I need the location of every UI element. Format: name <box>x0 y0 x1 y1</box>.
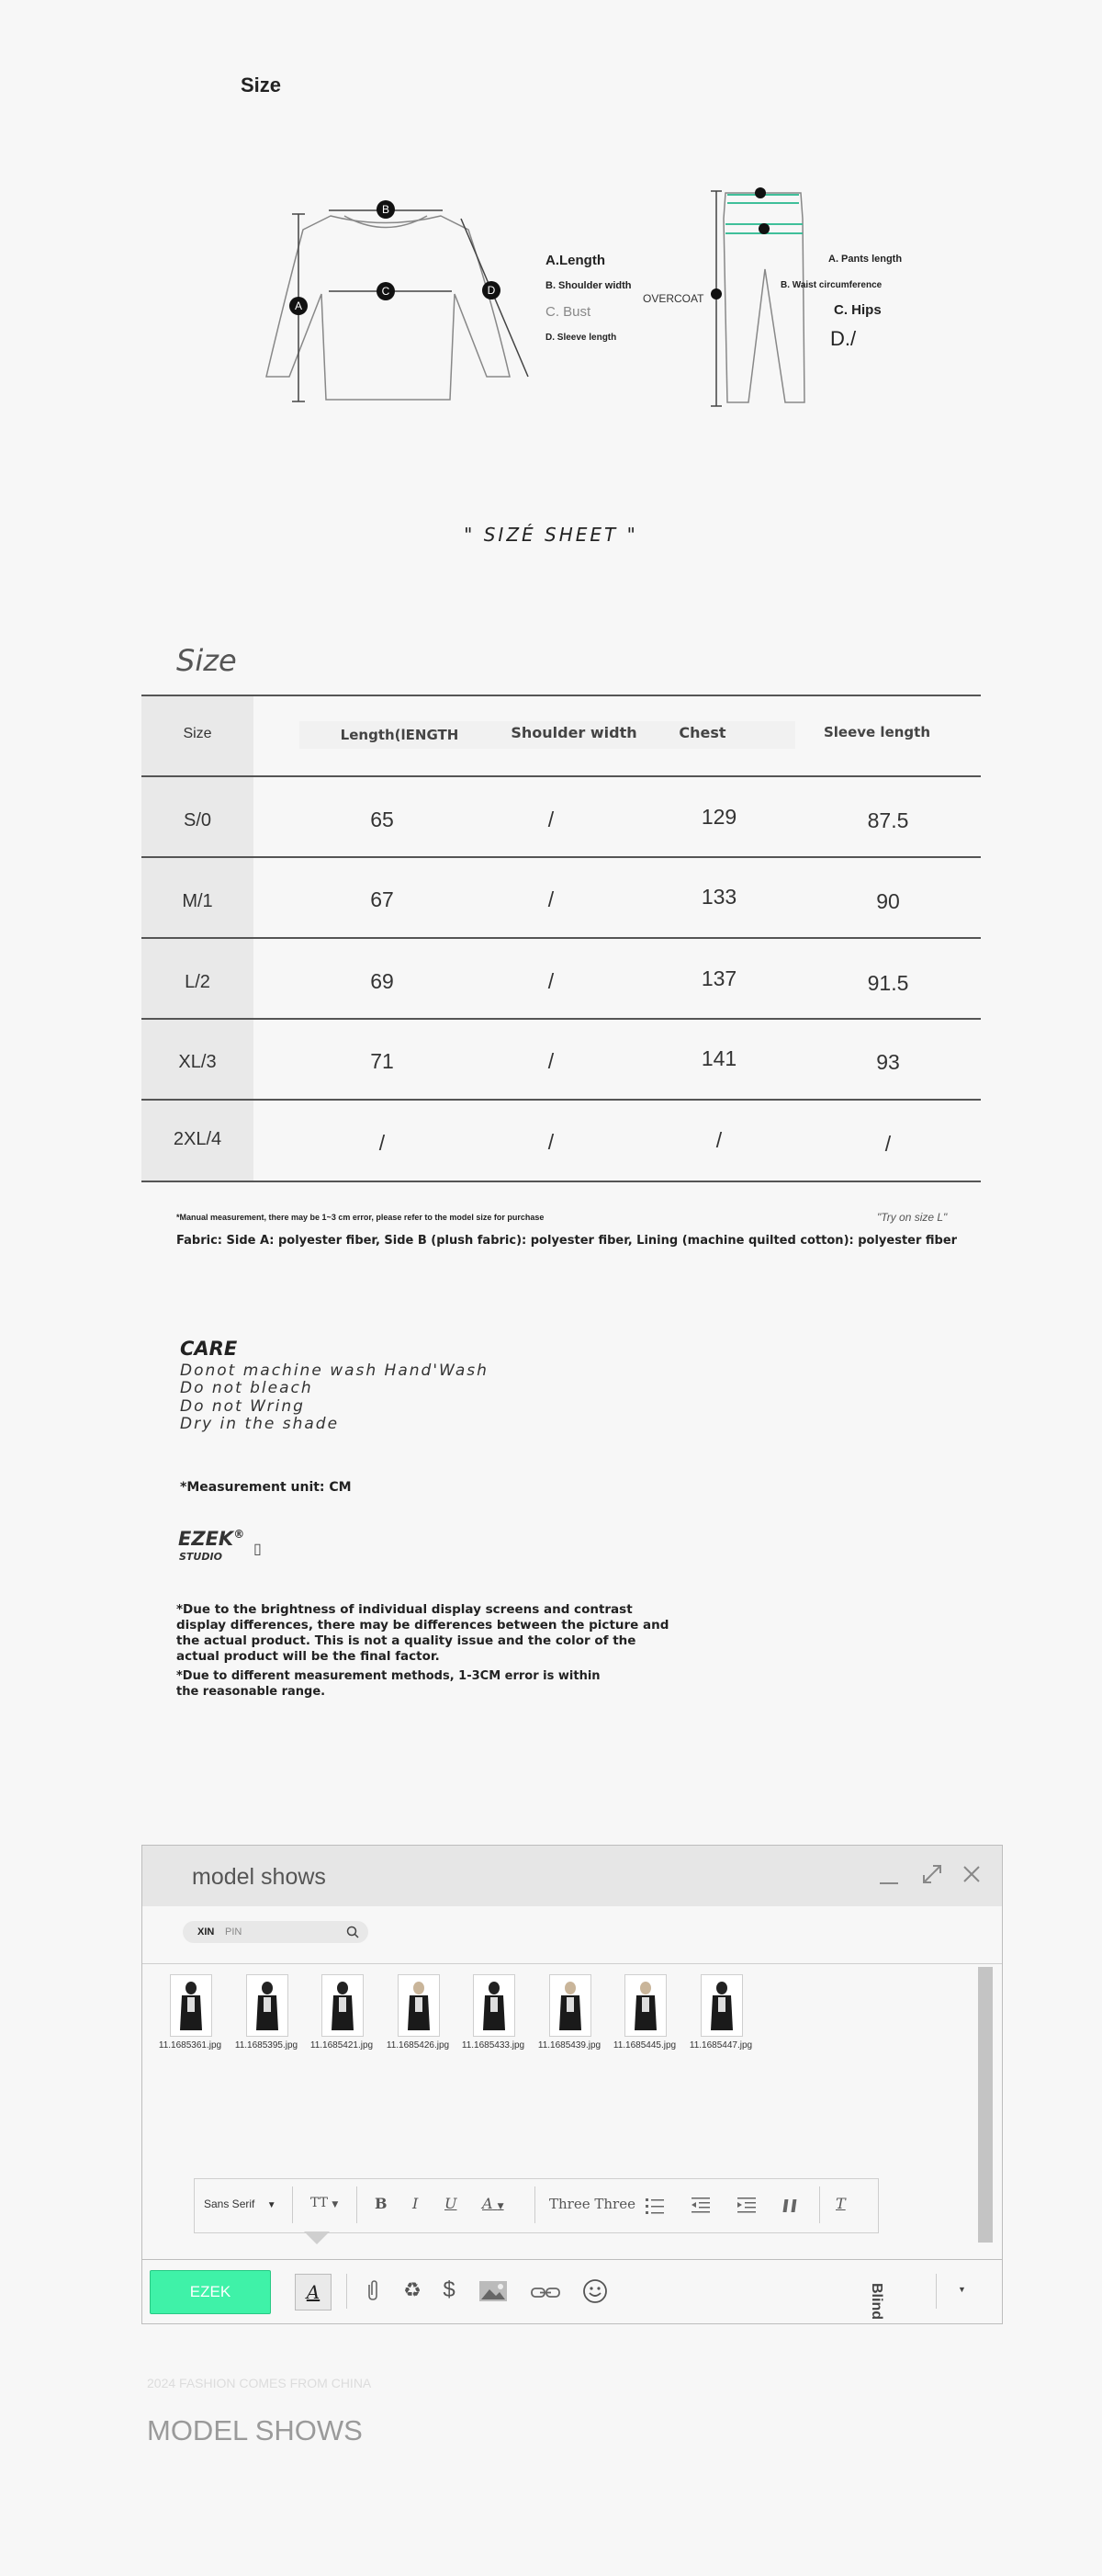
footer-heading: MODEL SHOWS <box>147 2414 363 2446</box>
table-cell-shoulder: / <box>547 969 555 993</box>
header-shoulder: Shoulder width <box>511 724 637 741</box>
font-size-icon: TT <box>310 2196 328 2210</box>
brand-reg: ® <box>233 1528 245 1541</box>
label-a-length: A.Length <box>545 253 605 268</box>
chevron-down-icon: ▼ <box>332 2200 339 2209</box>
format-toolbar <box>194 2178 879 2233</box>
table-cell-sleeve: / <box>884 1132 892 1156</box>
more-dropdown-icon[interactable]: ▼ <box>958 2285 966 2294</box>
care-line: Donot machine wash Hand'Wash <box>180 1361 489 1380</box>
table-row-size: M/1 <box>182 891 213 911</box>
scrollbar[interactable] <box>978 1967 993 2243</box>
table-cell-length: 65 <box>370 808 394 831</box>
header-chest: Chest <box>679 724 726 741</box>
try-on-note: "Try on size L" <box>877 1211 948 1224</box>
care-line: Do not bleach <box>180 1379 313 1397</box>
table-cell-length: / <box>378 1131 386 1155</box>
recycle-icon[interactable]: ♻ <box>403 2278 422 2301</box>
chevron-down-icon: ▼ <box>497 2202 504 2211</box>
indent-icon[interactable] <box>737 2196 757 2216</box>
disclaimer-brightness: *Due to the brightness of individual display screens and contrast display differences, there may be differences between the picture and the actual product. This is not a quality issue and the color of the actual product will be the final factor. <box>176 1602 669 1664</box>
table-cell-sleeve: 90 <box>876 889 900 913</box>
table-cell-length: 69 <box>370 969 394 993</box>
table-cell-chest: 137 <box>701 966 737 990</box>
thumbnail-image[interactable] <box>549 1974 591 2037</box>
separator <box>292 2186 293 2223</box>
divider <box>142 1963 1002 1964</box>
table-row-size: XL/3 <box>178 1052 217 1072</box>
marker-a-icon: A <box>289 297 308 315</box>
table-line <box>141 856 981 858</box>
search-brand: XIN <box>197 1926 215 1938</box>
label-pants-d: D./ <box>830 327 857 350</box>
overcoat-label: OVERCOAT <box>643 292 704 305</box>
table-cell-chest: / <box>715 1128 723 1152</box>
table-cell-chest: 133 <box>701 885 737 909</box>
blind-label[interactable]: Blind <box>869 2283 884 2320</box>
table-cell-length: 67 <box>370 887 394 911</box>
table-cell-shoulder: / <box>547 1130 555 1154</box>
link-icon[interactable] <box>530 2283 561 2301</box>
table-row-size: L/2 <box>185 972 210 992</box>
minimize-icon[interactable] <box>877 1860 901 1888</box>
search-icon[interactable] <box>346 1926 359 1938</box>
label-c-bust: C. Bust <box>545 304 591 320</box>
table-cell-chest: 141 <box>701 1046 737 1070</box>
underline-button[interactable]: U <box>444 2195 457 2212</box>
text-color-button[interactable] <box>482 2195 504 2212</box>
table-cell-sleeve: 87.5 <box>867 808 909 832</box>
brand-glyph-icon: ▯ <box>253 1542 262 1557</box>
size-table-title: Size <box>176 643 237 678</box>
font-size-button[interactable] <box>310 2196 338 2210</box>
marker-b-icon: B <box>377 200 395 219</box>
clear-format-button[interactable]: T <box>836 2195 846 2212</box>
text-format-toggle[interactable]: A <box>295 2274 332 2310</box>
thumbnail-image[interactable] <box>246 1974 288 2037</box>
emoji-icon[interactable] <box>581 2277 609 2305</box>
chevron-down-icon: ▼ <box>266 2200 276 2210</box>
file-name: 11.1685445.jpg <box>613 2040 677 2051</box>
brand-logo <box>178 1528 244 1550</box>
font-select-value: Sans Serif <box>204 2198 255 2210</box>
header-sleeve: Sleeve length <box>823 724 931 740</box>
page-heading-size: Size <box>241 73 282 96</box>
bullet-list-icon[interactable] <box>645 2196 665 2216</box>
size-sheet-title: " SIZÉ SHEET " <box>464 524 638 546</box>
header-length: Length(lENGTH <box>340 727 459 743</box>
file-name: 11.1685361.jpg <box>158 2040 222 2051</box>
thumbnail-image[interactable] <box>624 1974 667 2037</box>
file-name: 11.1685426.jpg <box>386 2040 450 2051</box>
table-cell-chest: 129 <box>701 805 737 829</box>
table-cell-shoulder: / <box>547 808 555 831</box>
fabric-text: Fabric: Side A: polyester fiber, Side B (plush fabric): polyester fiber, Lining (machine quilted cotton): polyester fiber <box>176 1234 958 1248</box>
thumbnail-image[interactable] <box>701 1974 743 2037</box>
font-select[interactable] <box>204 2198 276 2210</box>
maximize-icon[interactable] <box>918 1860 946 1888</box>
care-line: Dry in the shade <box>180 1415 340 1433</box>
window-title: model shows <box>192 1864 326 1890</box>
manual-measurement-note: *Manual measurement, there may be 1~3 cm error, please refer to the model size for purchase <box>176 1213 545 1222</box>
table-row-size: 2XL/4 <box>173 1129 222 1149</box>
marker-d-icon: D <box>482 281 500 299</box>
table-line <box>141 775 981 777</box>
table-cell-length: 71 <box>370 1049 394 1073</box>
search-input[interactable] <box>183 1921 368 1943</box>
thumbnail-grid <box>142 1974 969 2066</box>
brand-sub: STUDIO <box>179 1551 222 1563</box>
table-row-size: S/0 <box>183 810 212 830</box>
table-cell-shoulder: / <box>547 1049 555 1073</box>
label-d-sleeve: D. Sleeve length <box>545 333 617 343</box>
pants-diagram <box>707 182 808 413</box>
table-cell-sleeve: 91.5 <box>867 971 909 995</box>
toolbar-pointer <box>304 2231 330 2244</box>
table-cell-sleeve: 93 <box>876 1050 900 1074</box>
table-line <box>141 1018 981 1020</box>
table-cell-shoulder: / <box>547 887 555 911</box>
file-name: 11.1685433.jpg <box>461 2040 525 2051</box>
dollar-icon[interactable]: $ <box>443 2277 455 2302</box>
file-name: 11.1685439.jpg <box>537 2040 602 2051</box>
label-pants-length: A. Pants length <box>828 254 903 265</box>
label-b-shoulder: B. Shoulder width <box>545 280 632 291</box>
file-name: 11.1685395.jpg <box>234 2040 298 2051</box>
thumbnail-image[interactable] <box>398 1974 440 2037</box>
text-color-icon: A <box>482 2195 493 2212</box>
search-value: PIN <box>225 1926 242 1938</box>
send-button[interactable]: EZEK <box>150 2270 271 2314</box>
attachment-icon[interactable] <box>361 2279 385 2303</box>
thumbnail-image[interactable] <box>321 1974 364 2037</box>
bold-button[interactable]: B <box>375 2195 388 2212</box>
marker-c-icon: C <box>377 282 395 300</box>
outdent-icon[interactable] <box>691 2196 711 2216</box>
quote-icon[interactable] <box>782 2196 803 2216</box>
divider <box>142 2259 1002 2260</box>
thumbnail-image[interactable] <box>473 1974 515 2037</box>
brand-name: EZEK <box>178 1528 234 1550</box>
table-line <box>141 1181 981 1182</box>
label-waist: B. Waist circumference <box>781 280 883 290</box>
separator <box>534 2186 535 2223</box>
separator <box>819 2186 820 2223</box>
care-line: Do not Wring <box>180 1397 305 1416</box>
window-titlebar <box>142 1846 1002 1906</box>
table-line <box>141 1099 981 1101</box>
care-heading: CARE <box>180 1338 238 1360</box>
file-name: 11.1685421.jpg <box>309 2040 374 2051</box>
label-hips: C. Hips <box>834 302 882 318</box>
image-icon[interactable] <box>478 2279 508 2303</box>
disclaimer-measurement: *Due to different measurement methods, 1-3CM error is within the reasonable range. <box>176 1669 601 1699</box>
style-select[interactable]: Three Three <box>549 2196 635 2212</box>
file-name: 11.1685447.jpg <box>689 2040 753 2051</box>
separator <box>936 2274 937 2309</box>
table-line <box>141 695 981 696</box>
table-line <box>141 937 981 939</box>
model-shows-window <box>141 1845 1003 2324</box>
separator <box>356 2186 357 2223</box>
measurement-unit: *Measurement unit: CM <box>180 1480 352 1495</box>
italic-button[interactable]: I <box>412 2195 419 2212</box>
close-icon[interactable] <box>958 1860 985 1888</box>
separator <box>346 2274 347 2309</box>
footer-tagline: 2024 FASHION COMES FROM CHINA <box>147 2376 372 2390</box>
header-size: Size <box>183 726 212 741</box>
thumbnail-image[interactable] <box>170 1974 212 2037</box>
